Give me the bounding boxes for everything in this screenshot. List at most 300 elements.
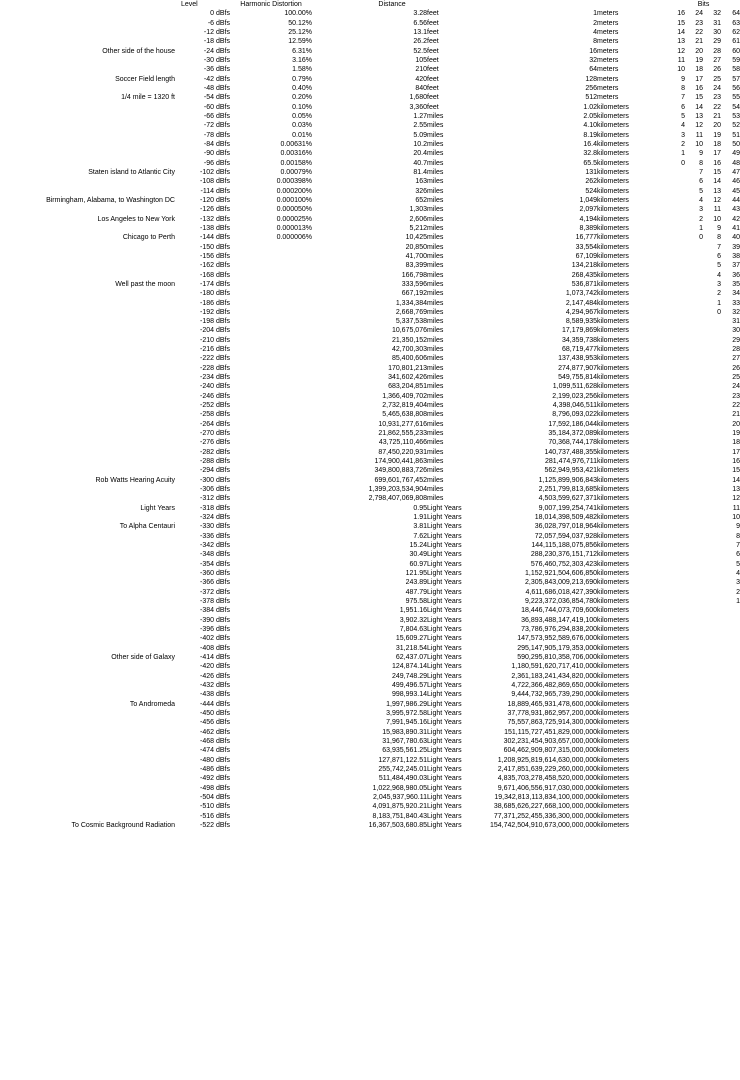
row-bits-4: 20 <box>732 420 740 428</box>
row-metric-unit: kilometers <box>597 560 629 568</box>
row-distance: 174,900,441,863 <box>374 458 427 466</box>
row-note <box>0 578 175 587</box>
row-bits-2 <box>685 718 703 727</box>
row-bits-2 <box>685 746 703 755</box>
row-bits-1: 2 <box>681 140 686 148</box>
row-metric-unit: kilometers <box>597 793 629 801</box>
row-note <box>0 718 175 727</box>
row-note <box>0 662 175 671</box>
row-distance-unit: miles <box>427 318 444 326</box>
row-metric: 4.10 <box>583 122 598 130</box>
row-bits-3 <box>703 784 721 793</box>
row-distance-unit: feet <box>427 47 439 55</box>
row-note: Los Angeles to New York <box>97 215 175 223</box>
row-distance-unit: miles <box>427 486 444 494</box>
row-level: -396 dBfs <box>200 625 230 633</box>
row-metric: 2,305,843,009,213,690 <box>525 579 598 587</box>
row-bits-3: 28 <box>713 47 722 55</box>
row-distance-unit: miles <box>427 327 444 335</box>
table-row <box>0 718 740 727</box>
row-distance-unit: miles <box>427 355 444 363</box>
row-note <box>0 261 175 270</box>
row-bits-1 <box>667 345 685 354</box>
table-row <box>0 364 740 373</box>
row-distance-unit: miles <box>427 131 444 139</box>
row-distance-unit: Light Years <box>427 700 462 708</box>
row-note <box>0 317 175 326</box>
row-bits-4: 61 <box>732 38 740 46</box>
row-bits-1 <box>667 476 685 485</box>
row-bits-4 <box>721 616 740 625</box>
row-bits-4 <box>721 821 740 830</box>
row-thd <box>230 774 312 783</box>
row-bits-4: 19 <box>732 430 740 438</box>
row-metric-unit: meters <box>597 66 619 74</box>
row-note <box>0 606 175 615</box>
table-row <box>0 429 740 438</box>
row-level: -450 dBfs <box>200 709 230 717</box>
table-row <box>0 756 740 765</box>
row-bits-1 <box>667 289 685 298</box>
row-bits-4: 42 <box>732 215 740 223</box>
row-level: -30 dBfs <box>203 56 230 64</box>
row-thd <box>230 625 312 634</box>
row-metric-unit: kilometers <box>597 663 629 671</box>
row-note <box>0 812 175 821</box>
row-bits-2 <box>685 756 703 765</box>
row-note: Other side of the house <box>102 47 175 55</box>
row-metric-unit: kilometers <box>597 168 629 176</box>
row-bits-2 <box>685 597 703 606</box>
row-thd: 6.31% <box>292 47 312 55</box>
row-bits-3: 10 <box>713 215 722 223</box>
row-distance: 5,465,638,808 <box>382 411 427 419</box>
row-note <box>0 709 175 718</box>
row-level: -246 dBfs <box>200 392 230 400</box>
table-row <box>0 373 740 382</box>
row-level: -180 dBfs <box>200 290 230 298</box>
row-metric: 35,184,372,089 <box>548 430 598 438</box>
row-bits-2: 9 <box>699 150 704 158</box>
row-note <box>0 588 175 597</box>
row-bits-3 <box>703 373 721 382</box>
row-bits-3 <box>703 588 721 597</box>
row-note <box>0 410 175 419</box>
row-bits-1 <box>667 700 685 709</box>
row-distance-unit: miles <box>427 196 444 204</box>
table-row <box>0 700 740 709</box>
row-bits-1: 14 <box>677 28 686 36</box>
row-distance-unit: Light Years <box>427 663 462 671</box>
row-distance-unit: miles <box>427 364 444 372</box>
row-bits-2 <box>685 382 703 391</box>
row-bits-1: 1 <box>681 150 686 158</box>
row-note <box>0 765 175 774</box>
table-row <box>0 65 740 74</box>
row-metric-unit: kilometers <box>597 150 629 158</box>
row-level: -414 dBfs <box>200 653 230 661</box>
row-metric: 9,007,199,254,741 <box>538 504 598 512</box>
row-note <box>0 187 175 196</box>
row-level: -204 dBfs <box>200 327 230 335</box>
row-thd: 0.20% <box>292 94 312 102</box>
row-note <box>0 364 175 373</box>
row-metric-unit: kilometers <box>597 747 629 755</box>
row-thd <box>230 364 312 373</box>
row-level: -60 dBfs <box>203 103 230 111</box>
row-bits-2 <box>685 457 703 466</box>
row-bits-1 <box>667 616 685 625</box>
row-bits-2 <box>685 550 703 559</box>
row-bits-4: 60 <box>732 47 740 55</box>
row-metric: 18,446,744,073,709,600 <box>521 607 598 615</box>
row-bits-4 <box>721 728 740 737</box>
row-metric-unit: kilometers <box>597 420 629 428</box>
row-bits-2 <box>685 280 703 289</box>
row-bits-3 <box>703 700 721 709</box>
row-metric-unit: meters <box>597 10 619 18</box>
row-metric-unit: kilometers <box>597 430 629 438</box>
row-bits-4: 18 <box>732 439 740 447</box>
row-distance: 43,725,110,466 <box>378 439 427 447</box>
row-note <box>0 299 175 308</box>
row-bits-3 <box>703 616 721 625</box>
row-bits-3 <box>703 812 721 821</box>
table-row <box>0 84 740 93</box>
row-bits-4: 26 <box>732 364 740 372</box>
table-row <box>0 672 740 681</box>
row-bits-1: 13 <box>677 38 686 46</box>
row-bits-1 <box>667 354 685 363</box>
row-thd <box>230 289 312 298</box>
row-metric: 8,589,935 <box>565 318 598 326</box>
row-metric: 33,554 <box>575 243 598 251</box>
row-level: -24 dBfs <box>203 47 230 55</box>
row-thd <box>230 420 312 429</box>
row-bits-2: 4 <box>699 196 704 204</box>
row-thd: 0.000200% <box>276 187 312 195</box>
row-bits-3: 5 <box>717 262 722 270</box>
row-distance: 511,484,490.03 <box>378 775 427 783</box>
row-distance: 699,601,767,452 <box>374 476 427 484</box>
column-header-level: Level <box>181 1 198 8</box>
row-metric-unit: kilometers <box>597 607 629 615</box>
row-bits-3 <box>703 476 721 485</box>
row-bits-4: 40 <box>732 234 740 242</box>
row-thd <box>230 261 312 270</box>
row-distance: 349,800,883,726 <box>374 467 427 475</box>
row-note <box>0 793 175 802</box>
row-distance-unit: miles <box>427 262 444 270</box>
row-thd <box>230 429 312 438</box>
row-bits-2 <box>685 541 703 550</box>
row-bits-4: 14 <box>732 476 740 484</box>
row-bits-4: 39 <box>732 243 740 251</box>
row-metric: 73,786,976,294,838,200 <box>521 625 598 633</box>
row-bits-2: 6 <box>699 178 704 186</box>
row-bits-2 <box>685 522 703 531</box>
row-bits-1 <box>667 756 685 765</box>
row-distance: 243.89 <box>405 579 427 587</box>
row-distance-unit: miles <box>427 420 444 428</box>
row-bits-3 <box>703 709 721 718</box>
row-metric: 302,231,454,903,657,000,000 <box>503 737 598 745</box>
row-bits-3: 24 <box>713 84 722 92</box>
row-bits-2: 20 <box>695 47 704 55</box>
row-note <box>0 149 175 158</box>
row-bits-1 <box>667 168 685 177</box>
row-bits-3 <box>703 560 721 569</box>
row-level: -390 dBfs <box>200 616 230 624</box>
row-distance-unit: miles <box>427 224 444 232</box>
table-row <box>0 215 740 224</box>
row-bits-2 <box>685 494 703 503</box>
row-bits-4 <box>721 746 740 755</box>
row-bits-3 <box>703 765 721 774</box>
row-bits-1: 0 <box>681 159 686 167</box>
row-bits-3 <box>703 774 721 783</box>
row-bits-1 <box>667 299 685 308</box>
row-bits-3 <box>703 364 721 373</box>
row-bits-4: 56 <box>732 84 740 92</box>
row-bits-3 <box>703 756 721 765</box>
row-metric-unit: kilometers <box>597 448 629 456</box>
row-metric: 4,294,967 <box>565 308 598 316</box>
row-distance: 998,993.14 <box>391 691 427 699</box>
row-bits-2 <box>685 373 703 382</box>
row-level: -324 dBfs <box>200 514 230 522</box>
row-metric: 2.05 <box>583 112 598 120</box>
row-bits-3: 19 <box>713 131 722 139</box>
row-bits-2 <box>685 466 703 475</box>
row-metric-unit: kilometers <box>597 140 629 148</box>
row-bits-1 <box>667 326 685 335</box>
row-bits-2: 23 <box>695 19 704 27</box>
table-row <box>0 588 740 597</box>
row-bits-4: 43 <box>732 206 740 214</box>
row-level: -420 dBfs <box>200 663 230 671</box>
row-bits-3 <box>703 522 721 531</box>
row-level: -192 dBfs <box>200 308 230 316</box>
row-bits-2: 19 <box>695 56 704 64</box>
row-note <box>0 756 175 765</box>
table-row <box>0 644 740 653</box>
row-thd: 0.00316% <box>280 150 312 158</box>
row-bits-4: 3 <box>736 579 740 587</box>
row-level: -36 dBfs <box>203 66 230 74</box>
row-thd: 0.05% <box>292 112 312 120</box>
row-thd <box>230 485 312 494</box>
row-distance: 10,425 <box>405 234 427 242</box>
row-distance: 3,995,972.58 <box>386 709 427 717</box>
row-note: Chicago to Perth <box>122 234 175 242</box>
table-header-row <box>0 0 740 9</box>
row-metric: 274,877,907 <box>558 364 598 372</box>
row-level: -306 dBfs <box>200 486 230 494</box>
row-metric: 256 <box>585 84 598 92</box>
row-distance-unit: Light Years <box>427 793 462 801</box>
row-bits-4: 12 <box>732 495 740 503</box>
row-bits-1 <box>667 522 685 531</box>
row-bits-3 <box>703 336 721 345</box>
row-metric-unit: kilometers <box>597 299 629 307</box>
row-bits-3 <box>703 597 721 606</box>
table-header-row-group <box>0 0 740 9</box>
row-bits-2 <box>685 392 703 401</box>
row-thd <box>230 438 312 447</box>
row-level: -378 dBfs <box>200 598 230 605</box>
row-distance: 52.5 <box>413 47 427 55</box>
row-bits-1 <box>667 196 685 205</box>
row-metric: 68,719,477 <box>561 346 598 354</box>
row-thd <box>230 504 312 513</box>
row-level: -312 dBfs <box>200 495 230 503</box>
row-bits-4: 17 <box>732 448 740 456</box>
row-level: -294 dBfs <box>200 467 230 475</box>
row-metric-unit: kilometers <box>597 364 629 372</box>
row-bits-4: 35 <box>732 280 740 288</box>
row-level: -252 dBfs <box>200 402 230 410</box>
row-note: 1/4 mile = 1320 ft <box>121 94 175 102</box>
row-distance-unit: miles <box>427 299 444 307</box>
row-distance-unit: miles <box>427 383 444 391</box>
row-metric-unit: kilometers <box>597 336 629 344</box>
row-bits-3 <box>703 401 721 410</box>
row-bits-2 <box>685 252 703 261</box>
row-thd: 1.58% <box>292 66 312 74</box>
row-bits-4: 37 <box>732 262 740 270</box>
row-metric-unit: kilometers <box>597 206 629 214</box>
table-row <box>0 578 740 587</box>
row-metric: 536,871 <box>571 280 598 288</box>
row-bits-1 <box>667 784 685 793</box>
row-metric-unit: kilometers <box>597 402 629 410</box>
row-bits-3 <box>703 382 721 391</box>
row-bits-3 <box>703 737 721 746</box>
row-metric: 8,796,093,022 <box>552 411 598 419</box>
row-distance: 1,303 <box>409 206 427 214</box>
row-thd: 0.03% <box>292 122 312 130</box>
row-distance: 487.79 <box>405 588 427 596</box>
row-thd: 100.00% <box>284 10 312 18</box>
row-bits-2 <box>685 560 703 569</box>
row-note <box>0 485 175 494</box>
row-metric: 140,737,488,355 <box>544 448 598 456</box>
row-bits-1 <box>667 401 685 410</box>
row-metric: 72,057,594,037,928 <box>534 532 598 540</box>
row-thd: 0.79% <box>292 75 312 83</box>
row-thd <box>230 299 312 308</box>
row-bits-1 <box>667 541 685 550</box>
row-distance-unit: Light Years <box>427 747 462 755</box>
row-bits-3: 8 <box>717 234 722 242</box>
row-distance-unit: feet <box>427 75 439 83</box>
row-note <box>0 336 175 345</box>
table-row <box>0 690 740 699</box>
row-metric-unit: kilometers <box>597 159 629 167</box>
row-bits-3: 32 <box>713 10 722 18</box>
row-bits-2 <box>685 354 703 363</box>
row-note <box>0 19 175 28</box>
row-metric: 9,671,406,556,917,030,000,000 <box>497 784 598 792</box>
row-metric: 134,218 <box>571 262 598 270</box>
row-bits-3 <box>703 420 721 429</box>
row-bits-2 <box>685 653 703 662</box>
row-level: -510 dBfs <box>200 803 230 811</box>
table-row <box>0 177 740 186</box>
table-row <box>0 345 740 354</box>
row-thd <box>230 457 312 466</box>
row-metric: 549,755,814 <box>558 374 598 382</box>
row-note <box>0 532 175 541</box>
row-bits-4: 33 <box>732 299 740 307</box>
row-bits-2: 10 <box>695 140 704 148</box>
table-row <box>0 401 740 410</box>
row-bits-1 <box>667 774 685 783</box>
row-bits-2: 7 <box>699 168 704 176</box>
row-distance: 21,350,152 <box>391 336 427 344</box>
row-metric: 77,371,252,455,336,300,000,000 <box>493 812 598 820</box>
row-bits-3 <box>703 438 721 447</box>
row-level: -168 dBfs <box>200 271 230 279</box>
row-distance: 10,675,076 <box>391 327 427 335</box>
row-bits-2: 8 <box>699 159 704 167</box>
row-metric: 295,147,905,179,353,000 <box>517 644 598 652</box>
row-bits-1 <box>667 625 685 634</box>
table-row <box>0 821 740 830</box>
row-metric-unit: kilometers <box>597 234 629 242</box>
row-metric-unit: kilometers <box>597 523 629 531</box>
row-distance-unit: Light Years <box>427 579 462 587</box>
row-distance-unit: feet <box>427 94 439 102</box>
row-metric: 524 <box>585 187 598 195</box>
row-metric: 34,359,738 <box>561 336 598 344</box>
row-level: -402 dBfs <box>200 635 230 643</box>
row-bits-2 <box>685 774 703 783</box>
row-distance-unit: miles <box>427 392 444 400</box>
row-distance: 41,700 <box>405 252 427 260</box>
row-metric-unit: kilometers <box>597 308 629 316</box>
row-bits-3 <box>703 494 721 503</box>
row-distance: 1.91 <box>413 514 427 522</box>
row-distance-unit: miles <box>427 252 444 260</box>
row-bits-1 <box>667 392 685 401</box>
row-bits-2: 21 <box>695 38 704 46</box>
row-bits-3: 25 <box>713 75 722 83</box>
row-metric-unit: kilometers <box>597 691 629 699</box>
row-distance: 6.56 <box>413 19 427 27</box>
row-distance: 83,399 <box>405 262 427 270</box>
table-row <box>0 569 740 578</box>
row-metric-unit: kilometers <box>597 644 629 652</box>
row-bits-3: 11 <box>713 206 722 214</box>
row-thd <box>230 569 312 578</box>
row-thd <box>230 728 312 737</box>
row-metric: 562,949,953,421 <box>544 467 598 475</box>
row-metric: 512 <box>585 94 598 102</box>
row-note: Other side of Galaxy <box>111 653 175 661</box>
row-level: -216 dBfs <box>200 346 230 354</box>
row-distance-unit: miles <box>427 336 444 344</box>
row-note <box>0 345 175 354</box>
row-level: -444 dBfs <box>200 700 230 708</box>
row-distance: 210 <box>415 66 427 74</box>
row-bits-4: 55 <box>732 94 740 102</box>
row-metric-unit: kilometers <box>597 224 629 232</box>
row-metric-unit: kilometers <box>597 784 629 792</box>
row-level: -126 dBfs <box>200 206 230 214</box>
row-level: -366 dBfs <box>200 579 230 587</box>
